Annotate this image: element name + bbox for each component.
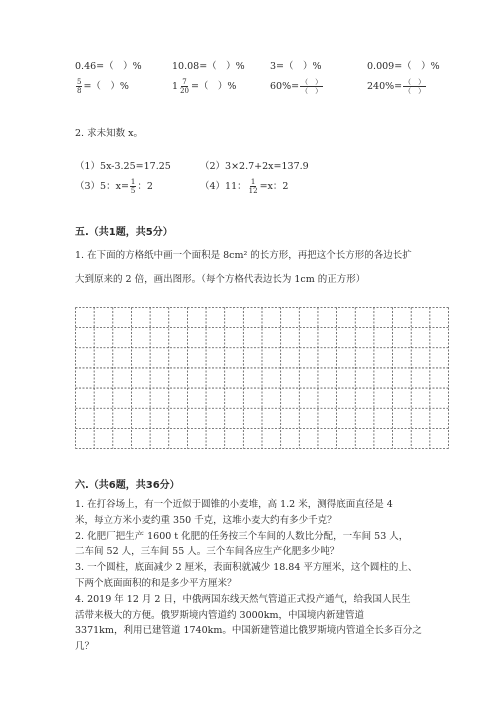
fraction xyxy=(179,78,190,95)
question-line: 4. 2019 年 12 月 2 日，中俄两国东线天然气管道正式投产通气，给我国人民生 xyxy=(75,593,411,605)
section-6-title: 六.（共6题，共36分） xyxy=(75,480,180,491)
conversion-item-2: 10.08=（ ）% xyxy=(172,61,245,72)
question-line: 1. 在打谷场上，有一个近似于圆锥的小麦堆，高 1.2 米，测得底面直径是 4 xyxy=(75,499,393,510)
question-line: 米，每立方米小麦约重 350 千克，这堆小麦大约有多少千克？ xyxy=(75,514,337,526)
question-line: 几？ xyxy=(75,641,95,653)
conversion-item-5 xyxy=(75,78,129,95)
section-5-question xyxy=(75,248,430,287)
fraction-denominator: （ ） xyxy=(301,87,323,95)
question-line: 3371km，利用已建管道 1740km。中国新建管道比俄罗斯境内管道全长多百分之 xyxy=(75,625,422,637)
conversion-item-7 xyxy=(270,78,324,95)
fraction-numerator: 5 xyxy=(77,78,82,86)
question-line: 下两个底面面积的和是多少平方厘米？ xyxy=(75,577,237,589)
fraction xyxy=(130,178,136,195)
mixed-whole: 1 xyxy=(172,81,179,92)
fraction-numerator: （ ） xyxy=(404,78,426,86)
conversion-lead: 60%= xyxy=(270,81,300,92)
fraction-denominator: 8 xyxy=(77,87,82,95)
conversion-item-8 xyxy=(367,78,427,95)
conversion-rest: =（ ）% xyxy=(190,81,237,92)
equation-rest: =x：2 xyxy=(259,181,289,192)
question-line: 二车间 52 人，三车间 55 人。三个车间各应生产化肥多少吨？ xyxy=(75,546,340,558)
fraction-denominator: 12 xyxy=(248,187,258,195)
fraction xyxy=(403,78,426,95)
equation-1: （1）5x-3.25=17.25 xyxy=(75,161,171,172)
conversion-item-1: 0.46=（ ）% xyxy=(75,61,142,72)
equation-4 xyxy=(200,178,288,195)
conversion-item-6 xyxy=(172,78,236,95)
fraction-numerator: 7 xyxy=(182,78,187,86)
conversion-item-4: 0.009=（ ）% xyxy=(367,61,440,72)
fraction-numerator: 1 xyxy=(130,178,136,186)
grid-paper[interactable] xyxy=(75,307,449,449)
conversion-rest: =（ ）% xyxy=(83,81,129,92)
fraction-numerator: 1 xyxy=(250,178,256,186)
equation-lead: （4）11： xyxy=(200,181,247,192)
fraction xyxy=(300,78,323,95)
fraction xyxy=(76,78,82,95)
question-line: 2. 化肥厂把生产 1600 t 化肥的任务按三个车间的人数比分配，一车间 53 人， xyxy=(75,530,409,542)
question-line: 3. 一个圆柱，底面减少 2 厘米，表面积就减少 18.84 平方厘米，这个圆柱的上、 xyxy=(75,562,418,574)
equation-2: （2）3×2.7+2x=137.9 xyxy=(200,161,309,172)
fraction xyxy=(248,178,259,195)
section-5-title: 五.（共1题，共5分） xyxy=(75,227,173,238)
equation-3 xyxy=(75,178,153,195)
question-line: 大到原来的 2 倍，画出图形。（每个方格代表边长为 1cm 的正方形） xyxy=(75,273,366,285)
fraction-denominator: 5 xyxy=(130,187,136,195)
equation-rest: ：2 xyxy=(137,181,153,192)
question-heading: 2. 求未知数 x。 xyxy=(75,128,143,139)
conversion-item-3: 3=（ ）% xyxy=(270,61,322,72)
fraction-denominator: （ ） xyxy=(404,87,426,95)
fraction-numerator: （ ） xyxy=(301,78,323,86)
conversion-lead: 240%= xyxy=(367,81,403,92)
equation-lead: （3）5：x= xyxy=(75,181,129,192)
fraction-denominator: 20 xyxy=(180,87,189,95)
section-6-questions xyxy=(75,497,430,655)
grid-svg xyxy=(75,307,449,449)
question-line: 活带来极大的方便。俄罗斯境内管道约 3000km，中国境内新建管道 xyxy=(75,609,364,621)
question-line: 1. 在下面的方格纸中画一个面积是 8cm² 的长方形，再把这个长方形的各边长扩 xyxy=(75,250,412,261)
